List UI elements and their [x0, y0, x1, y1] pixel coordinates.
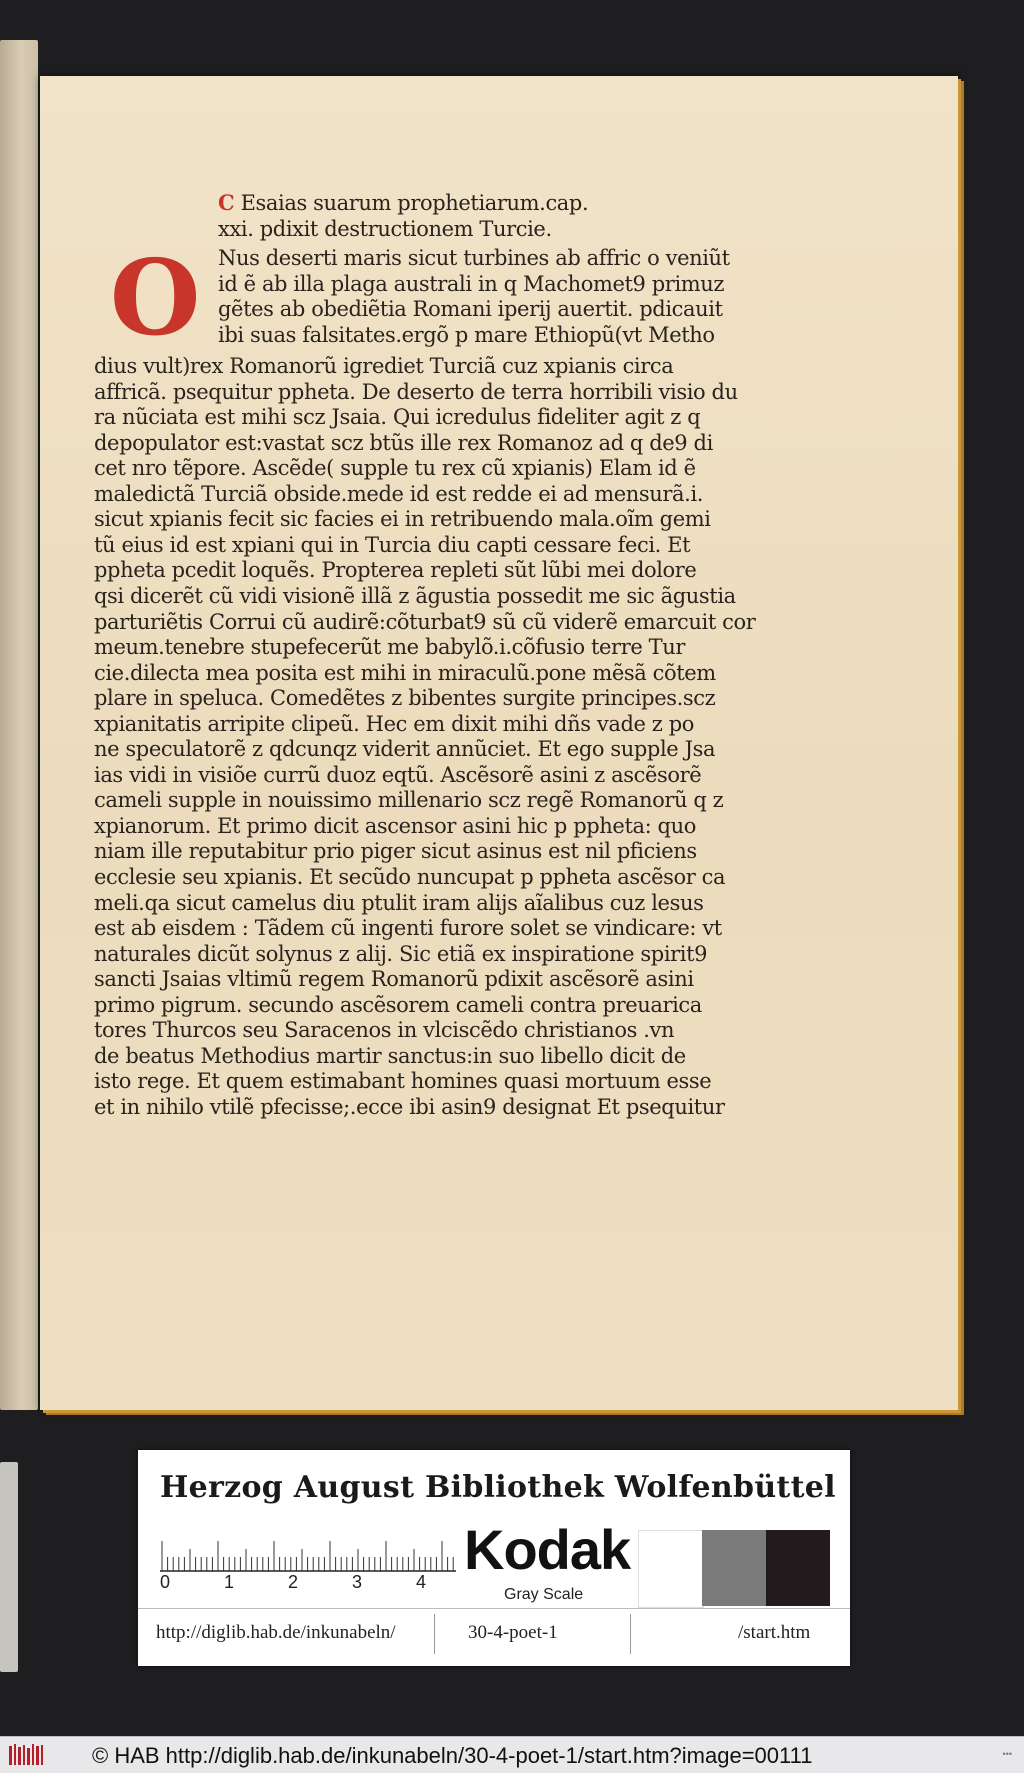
ruler-number: 2 [288, 1572, 299, 1592]
text-line: meum.tenebre stupefecerũt me babylõ.i.cõfusio terre Tur [94, 635, 686, 660]
adjacent-page-edge [0, 40, 38, 1410]
decorated-initial: O [109, 236, 201, 360]
text-line: tores Thurcos seu Saracenos in vlciscẽdo christianos .vn [94, 1018, 675, 1043]
text-line: ra nũciata est mihi scz Jsaia. Qui icredulus fideliter agit z q [94, 405, 701, 430]
book-page [40, 76, 958, 1410]
page-text [94, 190, 794, 1121]
paragraph-mark-icon: C [218, 190, 235, 215]
text-line: naturales dicũt solynus z alij. Sic etiã ex inspiratione spirit9 [94, 941, 708, 966]
adjacent-card-edge [0, 1462, 18, 1672]
ruler-number: 3 [352, 1572, 363, 1592]
brand-subtitle: Gray Scale [504, 1586, 584, 1603]
card-separator [434, 1614, 435, 1654]
text-line: ias vidi in visiõe currũ duoz eqtũ. Ascẽsorẽ asini z ascẽsorẽ [94, 762, 702, 787]
body-lines [94, 354, 794, 1120]
brand-logo: Kodak [464, 1518, 631, 1581]
swatch-gray [702, 1530, 766, 1606]
card-url: http://diglib.hab.de/inkunabeln/ [156, 1622, 396, 1643]
viewer-footer [0, 1736, 1024, 1773]
chapter-heading-line-2: xxi. pdixit destructionem Turcie. [218, 216, 552, 241]
chapter-heading-text: Esaias suarum prophetiarum.cap. [240, 191, 589, 215]
text-line: de beatus Methodius martir sanctus:in suo libello dicit de [94, 1043, 686, 1068]
ruler [160, 1522, 456, 1602]
ruler-number: 4 [416, 1572, 427, 1592]
card-start-path: /start.htm [738, 1622, 811, 1643]
ruler-ticks-icon [160, 1522, 456, 1572]
text-line: dius vult)rex Romanorũ igrediet Turciã cuz xpianis circa [94, 354, 674, 379]
text-line: cameli supple in nouissimo millenario scz regẽ Romanorũ q z [94, 788, 724, 813]
text-line: tũ eius id est xpiani qui in Turcia diu capti cessare feci. Et [94, 532, 691, 557]
library-color-card [138, 1450, 850, 1666]
text-line: primo pigrum. secundo ascẽsorem cameli contra preuarica [94, 992, 702, 1017]
text-line: est ab eisdem : Tãdem cũ ingenti furore solet se vindicare: vt [94, 916, 722, 941]
text-line: plare in speluca. Comedẽtes z bibentes surgite principes.scz [94, 686, 716, 711]
text-line: maledictã Turciã obside.mede id est redde ei ad mensurã.i. [94, 481, 704, 506]
text-line: parturiẽtis Corrui cũ audirẽ:cõturbat9 sũ cũ viderẽ emarcuit cor [94, 609, 756, 634]
text-line: id ẽ ab illa plaga australi in q Machomet9 primuz [218, 271, 725, 296]
ruler-number: 1 [224, 1572, 235, 1592]
text-line: ne speculatorẽ z qdcunqz viderit annũciet. Et ego supple Jsa [94, 737, 716, 762]
text-line: gẽtes ab obediẽtia Romani iperij auertit. pdicauit [218, 297, 723, 322]
text-line: sancti Jsaias vltimũ regem Romanorũ pdixit ascẽsorẽ asini [94, 967, 694, 992]
text-line: affricã. psequitur ppheta. De deserto de terra horribili visio du [94, 379, 738, 404]
card-separator [630, 1614, 631, 1654]
ruler-number: 0 [160, 1572, 171, 1592]
card-shelfmark: 30-4-poet-1 [468, 1622, 558, 1643]
text-line: isto rege. Et quem estimabant homines quasi mortuum esse [94, 1069, 712, 1094]
text-line: meli.qa sicut camelus diu ptulit iram alijs aĩalibus cuz lesus [94, 890, 704, 915]
text-line: niam ille reputabitur prio piger sicut asinus est nil pficiens [94, 839, 697, 864]
text-line: sicut xpianis fecit sic facies ei in retribuendo mala.oĩm gemi [94, 507, 711, 532]
text-line: qsi dicerẽt cũ vidi visionẽ illã z ãgustia possedit me sic ãgustia [94, 584, 736, 609]
page-code: ••• [1002, 1749, 1012, 1759]
text-line: ppheta pcedit loquẽs. Propterea repleti sũt lũbi mei dolore [94, 558, 697, 583]
text-line: xpianitatis arripite clipeũ. Hec em dixit mihi dñs vade z po [94, 711, 695, 736]
text-line: xpianorum. Et primo dicit ascensor asini hic p ppheta: quo [94, 813, 696, 838]
text-line: cet nro tẽpore. Ascẽde( supple tu rex cũ xpianis) Elam id ẽ [94, 456, 696, 481]
text-line: ibi suas falsitates.ergõ p mare Ethiopũ(vt Metho [218, 322, 715, 347]
text-line: et in nihilo vtilẽ pfecisse;.ecce ibi asin9 designat Et psequitur [94, 1094, 725, 1119]
ruler-numbers [160, 1572, 456, 1594]
text-line: Nus deserti maris sicut turbines ab affric o veniũt [218, 246, 730, 271]
text-line: cie.dilecta mea posita est mihi in miraculũ.pone mẽsã cõtem [94, 660, 716, 685]
swatch-black [766, 1530, 830, 1606]
text-line: ecclesie seu xpianis. Et secũdo nuncupat p ppheta ascẽsor ca [94, 865, 726, 890]
text-line: depopulator est:vastat scz btũs ille rex Romanoz ad q de9 di [94, 430, 713, 455]
hab-logo-icon [8, 1743, 48, 1767]
library-name: Herzog August Bibliothek Wolfenbüttel [160, 1470, 836, 1505]
chapter-heading-line-1 [94, 190, 794, 217]
permalink[interactable]: © HAB http://diglib.hab.de/inkunabeln/30-4-poet-1/start.htm?image=00111 [92, 1743, 813, 1768]
card-divider [138, 1608, 850, 1609]
swatch-white [638, 1530, 704, 1608]
